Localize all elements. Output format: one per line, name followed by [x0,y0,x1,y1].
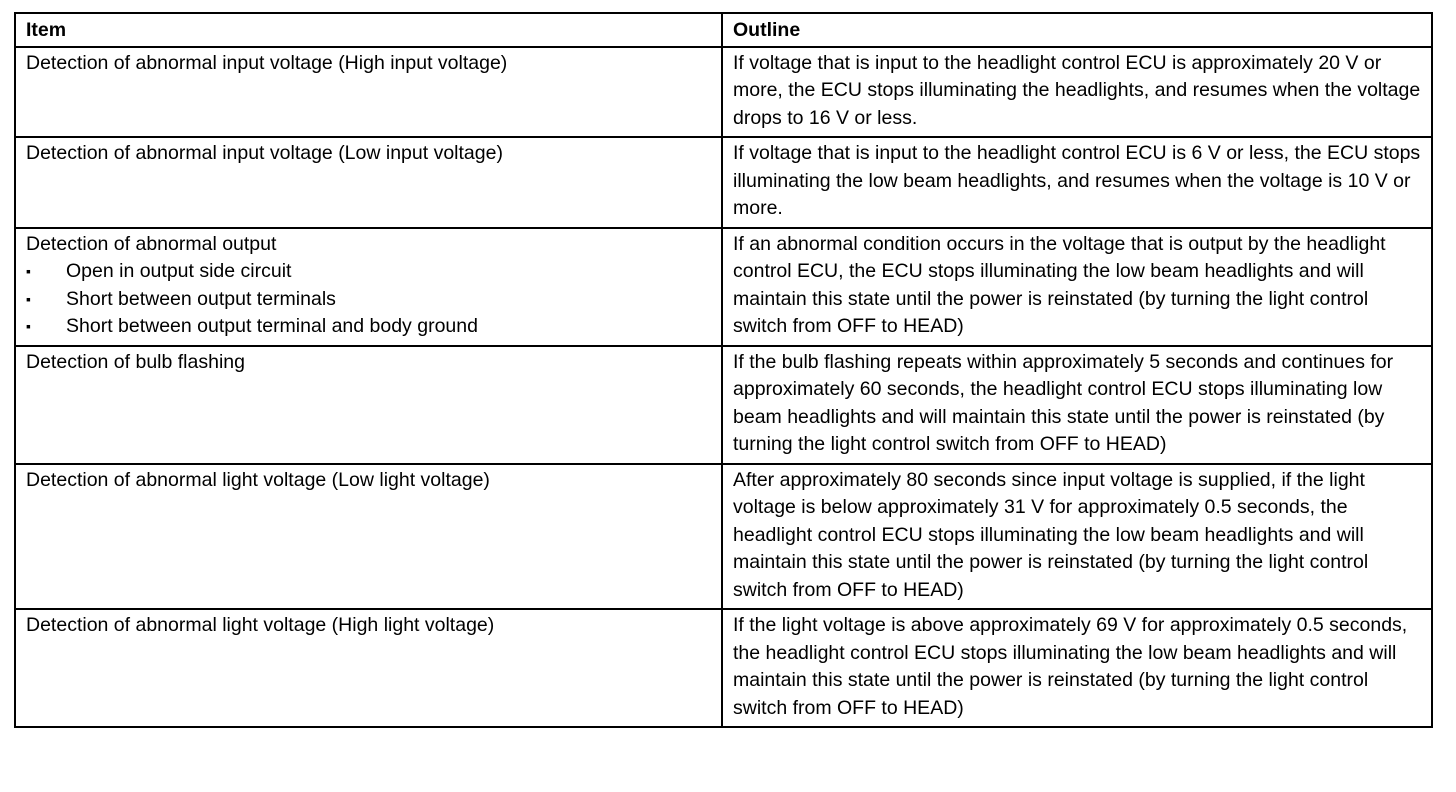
list-item [26,313,711,341]
table-row [15,47,1432,138]
outline-cell: If an abnormal condition occurs in the voltage that is output by the headlight control ECU, the ECU stops illuminating the low beam headlights and will maintain this state until the power is reinstated (by turning the light control switch from OFF to HEAD) [722,228,1432,346]
outline-cell: If voltage that is input to the headlight control ECU is 6 V or less, the ECU stops illuminating the low beam headlights, and resumes when the voltage is 10 V or more. [722,137,1432,228]
bullet-text: Open in output side circuit [66,260,292,282]
item-cell: Detection of abnormal input voltage (Low input voltage) [15,137,722,228]
list-item [26,258,711,286]
table-row [15,464,1432,610]
bullet-icon: ▪ [26,290,31,307]
table-row [15,137,1432,228]
bullet-icon: ▪ [26,318,31,334]
table-row [15,609,1432,727]
item-cell: Detection of abnormal light voltage (High light voltage) [15,609,722,727]
outline-cell: If the light voltage is above approximately 69 V for approximately 0.5 seconds, the headlight control ECU stops illuminating the low beam headlights and will maintain this state until the power is reinstated (by turning the light control switch from OFF to HEAD) [722,609,1432,727]
spec-table [14,12,1433,728]
bullet-icon: ▪ [26,263,31,279]
list-item [26,286,711,314]
column-header-outline: Outline [722,13,1432,47]
item-title: Detection of abnormal output [26,232,277,255]
bullet-text: Short between output terminals [66,287,336,310]
item-cell [15,228,722,346]
table-row [15,346,1432,464]
table-row [15,228,1432,346]
column-header-item: Item [15,13,722,47]
outline-cell: If the bulb flashing repeats within approximately 5 seconds and continues for approximately 60 seconds, the headlight control ECU stops illuminating low beam headlights and will maintain this state until the power is reinstated (by turning the light control switch from OFF to HEAD) [722,346,1432,464]
bullet-list [26,258,711,341]
outline-cell: If voltage that is input to the headlight control ECU is approximately 20 V or more, the ECU stops illuminating the headlights, and resumes when the voltage drops to 16 V or less. [722,47,1432,138]
outline-cell: After approximately 80 seconds since input voltage is supplied, if the light voltage is below approximately 31 V for approximately 0.5 seconds, the headlight control ECU stops illuminating the low beam headlights and will maintain this state until the power is reinstated (by turning the light control switch from OFF to HEAD) [722,464,1432,610]
table-header-row [15,13,1432,47]
item-cell: Detection of abnormal light voltage (Low light voltage) [15,464,722,610]
item-cell: Detection of bulb flashing [15,346,722,464]
item-cell: Detection of abnormal input voltage (High input voltage) [15,47,722,138]
bullet-text: Short between output terminal and body ground [66,315,478,337]
